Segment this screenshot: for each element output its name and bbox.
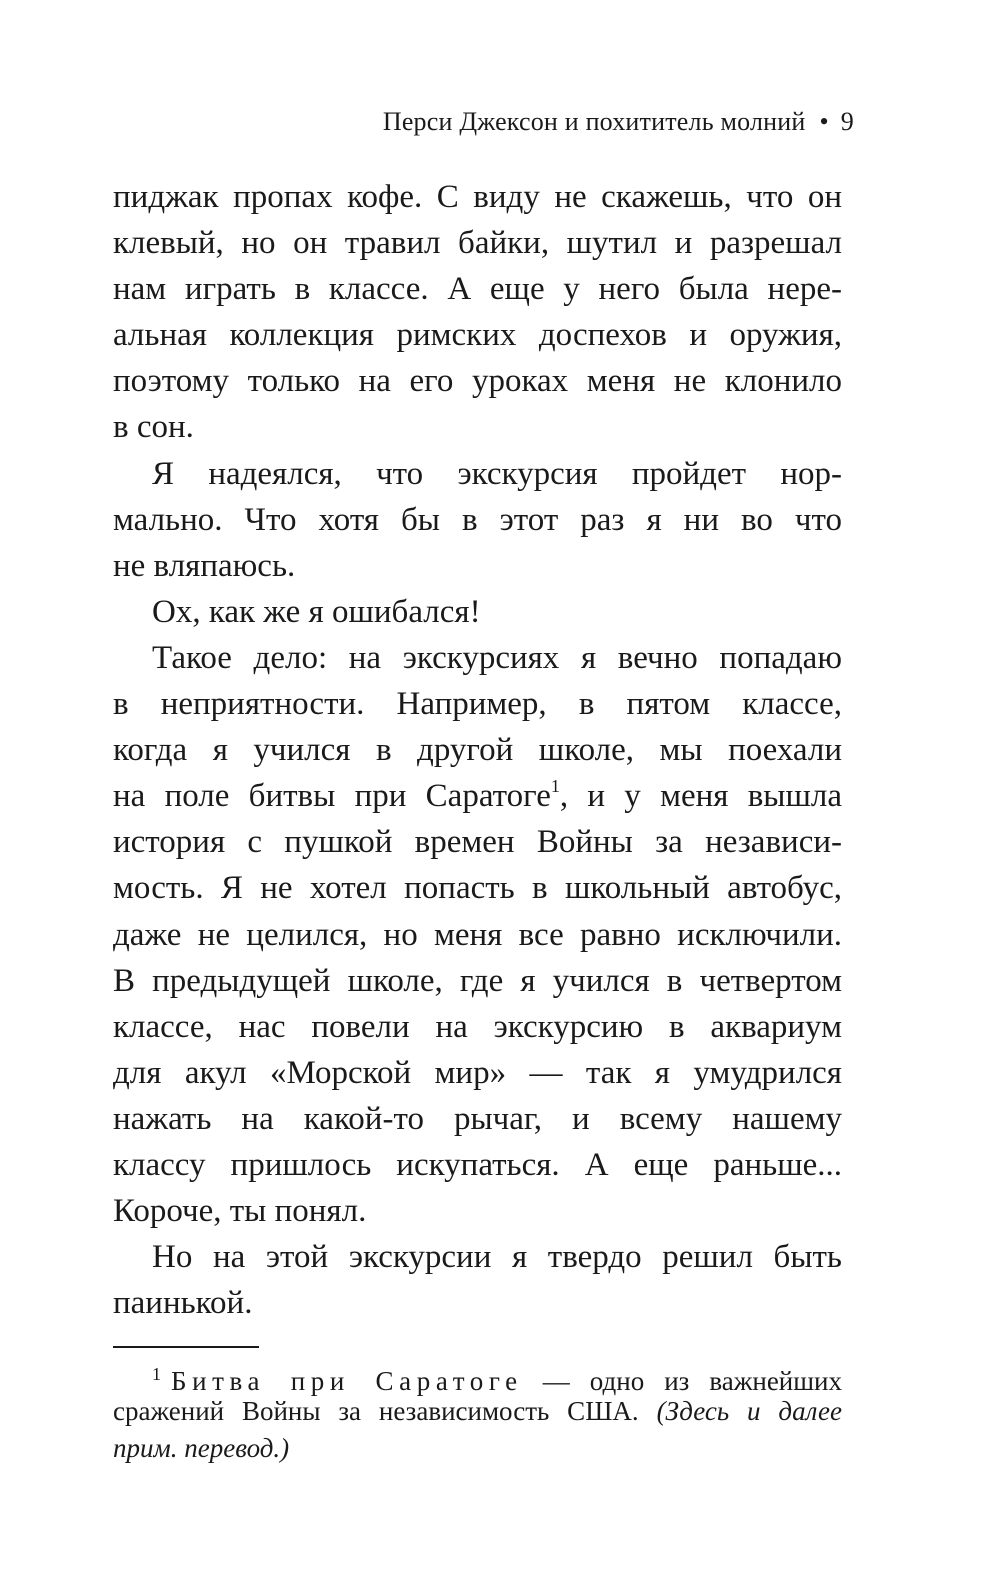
text-line: поэтому только на его уроках меня не клонило [113, 363, 842, 400]
text-line: альная коллекция римских доспехов и оружия, [113, 317, 842, 354]
text-line: В предыдущей школе, где я учился в четвертом [113, 962, 842, 999]
text-line: мально. Что хотя бы в этот раз я ни во что [113, 501, 842, 538]
footnote-line [113, 1356, 842, 1396]
text-line: пиджак пропах кофе. С виду не скажешь, что он [113, 179, 842, 215]
text-line: нам играть в классе. А еще у него была нере- [113, 271, 842, 308]
text-line: Ох, как же я ошибался! [152, 593, 481, 630]
footnote-text: сражений Войны за независимость США. [113, 1396, 657, 1426]
running-head [383, 102, 854, 142]
text-segment: на поле битвы при Саратоге [113, 778, 551, 815]
text-line: Короче, ты понял. [113, 1193, 367, 1230]
text-line: классу пришлось искупаться. А еще раньше... [113, 1146, 842, 1183]
page-number: 9 [840, 107, 854, 136]
footnote-number: 1 [152, 1364, 161, 1384]
text-segment: , и у меня вышла [559, 778, 842, 815]
footnote-divider [113, 1346, 259, 1348]
footnote-reference[interactable]: 1 [550, 776, 560, 797]
footnote-translator-note: прим. перевод.) [113, 1433, 290, 1463]
text-line: Такое дело: на экскурсиях я вечно попадаю [152, 639, 842, 676]
text-line: Но на этой экскурсии я твердо решил быть [152, 1239, 842, 1276]
text-line: в неприятности. Например, в пятом классе, [113, 686, 842, 723]
text-line: классе, нас повели на экскурсию в аквариум [113, 1008, 842, 1045]
text-line: не вляпаюсь. [113, 547, 296, 584]
footnote-term: Битва при Саратоге [171, 1366, 523, 1396]
text-line: Я надеялся, что экскурсия пройдет нор- [152, 455, 842, 492]
text-line: клевый, но он травил байки, шутил и разрешал [113, 225, 842, 262]
text-line: когда я учился в другой школе, мы поехали [113, 732, 842, 769]
footnote-text: — одно из важнейших [522, 1366, 842, 1396]
text-line: мость. Я не хотел попасть в школьный автобус, [113, 870, 842, 907]
header-separator: • [819, 107, 829, 136]
text-line: история с пушкой времен Войны за независи- [113, 824, 842, 861]
footnote-line [113, 1393, 842, 1430]
text-line: паинькой. [113, 1285, 253, 1322]
book-title: Перси Джексон и похититель молний [382, 107, 806, 136]
text-line: даже не целился, но меня все равно исключили. [113, 916, 842, 953]
footnote-translator-note: (Здесь и далее [656, 1396, 842, 1426]
text-line: нажать на какой-то рычаг, и всему нашему [113, 1100, 842, 1137]
text-line: в сон. [113, 409, 194, 446]
text-line-with-footnote-ref [113, 773, 842, 819]
main-text [113, 174, 842, 1326]
footnote [113, 1356, 842, 1467]
text-line: для акул «Морской мир» — так я умудрился [113, 1054, 842, 1091]
